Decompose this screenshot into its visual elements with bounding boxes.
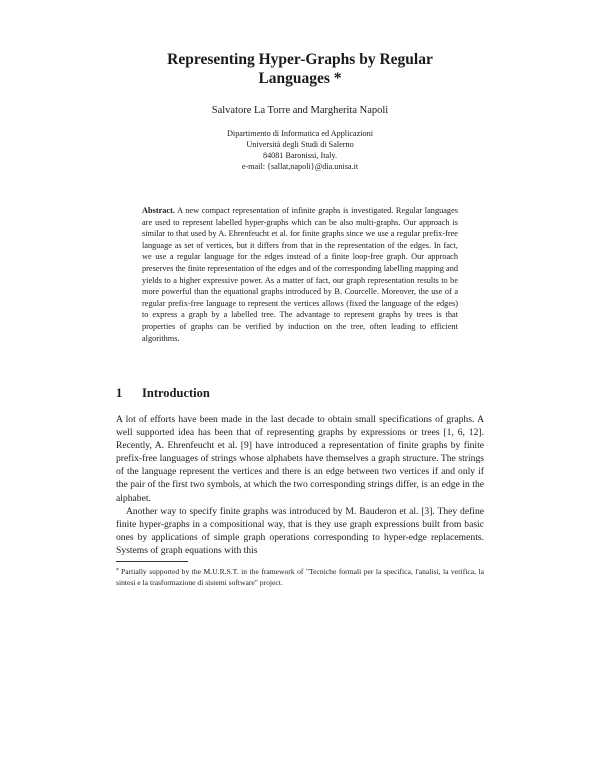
intro-paragraph-2: Another way to specify finite graphs was introduced by M. Bauderon et al. [3]. They define finite hyper-graphs in a compositional way, that is they use graph expressions built from basic ones by applications of simple graph operations corresponding to hyper-edge replacements. Systems of graph equations with this: [116, 505, 484, 556]
affiliation-university: Università degli Studi di Salerno: [246, 140, 354, 149]
paper-title: [110, 50, 490, 88]
footnote-mark: *: [116, 568, 119, 574]
title-line-2: Languages *: [258, 70, 342, 87]
abstract-label: Abstract.: [142, 206, 175, 215]
footnote-text: Partially supported by the M.U.R.S.T. in the framework of "Tecniche formali per la specifica, l'analisi, la verifica, la sintesi e la trasformazione di sistemi software" project.: [116, 567, 484, 588]
author-list: Salvatore La Torre and Margherita Napoli: [211, 105, 389, 116]
affiliation-email: e-mail: {sallat,napoli}@dia.unisa.it: [241, 162, 359, 171]
footnote: [116, 566, 484, 588]
title-line-1: Representing Hyper-Graphs by Regular: [167, 51, 433, 68]
section-number: 1: [116, 386, 123, 400]
affiliation-block: [150, 128, 450, 172]
section-heading: [116, 386, 210, 401]
affiliation-address: 84081 Baronissi, Italy.: [262, 151, 338, 160]
intro-paragraph-1: A lot of efforts have been made in the last decade to obtain small specifications of graphs. A well supported idea has been that of representing graphs by expressions or trees [1, 6, 12]. Recently, A. Ehrenfeucht et al. [9] have introduced a representation of finite graphs by finite prefix-free languages of strings whose alphabets have themselves a graph structure. The strings of the language represent the vertices and there is an edge between two vertices if and only if the pair of the first two symbols, at which the two corresponding strings differ, is an edge in the alphabet.: [116, 414, 484, 504]
section-body: [116, 413, 484, 557]
affiliation-department: Dipartimento di Informatica ed Applicazioni: [227, 129, 373, 138]
abstract: [142, 205, 458, 344]
abstract-text: A new compact representation of infinite graphs is investigated. Regular languages are used to represent labelled hyper-graphs which can be also multi-graphs. Our approach is similar to that used by A. Ehrenfeucht et al. for finite graphs since we use a regular prefix-free language as set of vertices, but it differs from that in the representation of the edges. In fact, we use a regular language for the edges instead of a finite loop-free graph. Our approach preserves the finite representation of the edges and of the corresponding labelling mapping and yields to a higher expressive power. As a matter of fact, our graph representation results to be more powerful than the equational graphs introduced by B. Courcelle. Moreover, the use of a regular prefix-free language to represent the vertices allows (fixed the language of the edges) to express a graph by a labelled tree. The advantage to represent graphs by trees is that properties of graphs can be verified by induction on the tree, often leading to efficient algorithms.: [142, 206, 458, 343]
section-title: Introduction: [142, 386, 210, 400]
footnote-divider: [116, 561, 188, 562]
